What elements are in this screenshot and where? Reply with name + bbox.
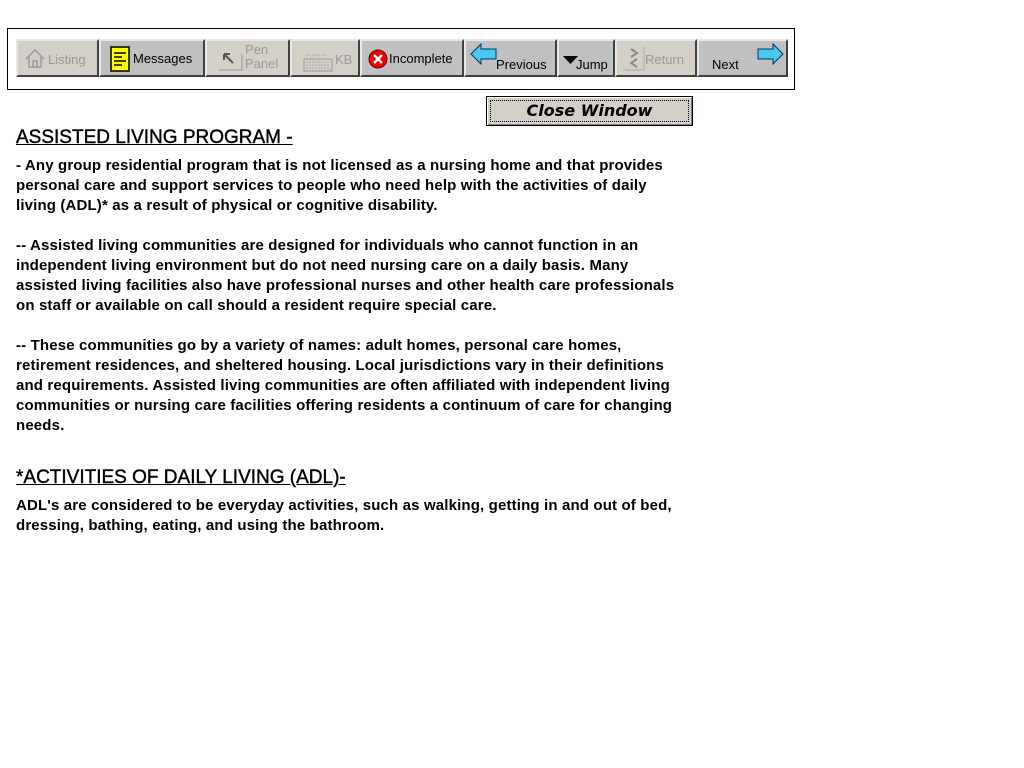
paragraph: - Any group residential program that is not licensed as a nursing home and that provides personal care and support services to people who need help with the activities of daily living (ADL)* as a result of physical or cognitive disability. [16,157,663,214]
section-heading: *ACTIVITIES OF DAILY LIVING (ADL)- [16,467,346,488]
keyboard-icon [302,47,334,73]
return-icon [623,45,645,71]
paragraph: -- Assisted living communities are designed for individuals who cannot function in an independent living environment but do not need nursing care on a daily basis. Many assisted living facilities also have professional nurses and other health care professionals on staff or available on call should a resident require special care. [16,237,675,314]
arrow-left-icon [470,43,498,65]
jump-button[interactable]: Jump [557,39,615,77]
messages-button[interactable]: Messages [99,39,205,77]
pen-panel-button[interactable]: Pen Panel [205,39,290,77]
error-x-icon [368,49,388,69]
return-button[interactable]: Return [615,39,697,77]
pen-arrow-icon [219,49,243,71]
next-button[interactable]: Next [697,39,788,77]
notepad-icon [109,45,131,73]
kb-button[interactable]: KB [290,39,360,77]
home-icon [24,47,46,69]
close-window-button[interactable]: Close Window [486,96,693,126]
section-heading: ASSISTED LIVING PROGRAM - [16,127,293,148]
toolbar [7,28,795,90]
previous-button[interactable]: Previous [464,39,557,77]
arrow-right-icon [756,43,784,65]
paragraph: -- These communities go by a variety of names: adult homes, personal care homes, retirement residences, and sheltered housing. Local jurisdictions vary in their definitions and requirements. Assisted living communities are often affiliated with independent living communities or nursing care facilities offering residents a continuum of care for changing needs. [16,337,673,434]
incomplete-button[interactable]: Incomplete [360,39,464,77]
paragraph: ADL's are considered to be everyday activities, such as walking, getting in and out of bed, dressing, bathing, eating, and using the bathroom. [16,497,672,534]
listing-button[interactable]: Listing [16,39,99,77]
